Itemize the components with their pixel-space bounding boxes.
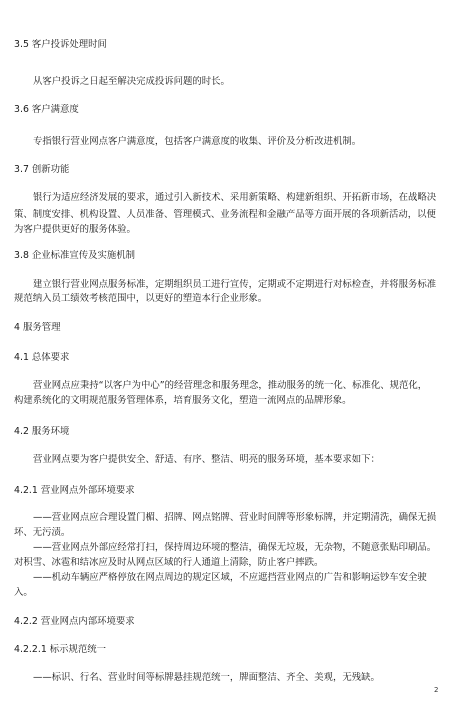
section-heading-3-7: 3.7 创新功能 (14, 164, 70, 175)
section-heading-4-1: 4.1 总体要求 (14, 352, 70, 363)
section-heading-4-2-2: 4.2.2 营业网点内部环境要求 (14, 616, 135, 627)
section-text-4-2-1-line-3: ——营业网点外部应经常打扫，保持周边环境的整洁，确保无垃圾，无杂物，不随意张贴印刷品。 (33, 542, 437, 553)
section-text-3-8-line-2: 规范纳入员工绩效考核范围中，以更好的塑造本行企业形象。 (14, 293, 268, 304)
section-text-4-2-1-line-6: 入。 (14, 587, 33, 598)
section-text-3-7-line-2: 策、制度安排、机构设置、人员准备、管理模式、业务流程和金融产品等方面开展的各项新活动，以便 (14, 209, 436, 220)
section-text-3-8-line-1: 建立银行营业网点服务标准，定期组织员工进行宣传，定期或不定期进行对标检查，并将服务标准 (33, 279, 437, 290)
section-text-4-2-1-line-2: 坏、无污渍。 (14, 527, 71, 538)
section-heading-3-8: 3.8 企业标准宣传及实施机制 (14, 250, 136, 261)
section-text-4-2-1-line-1: ——营业网点应合理设置门楣、招牌、网点铭牌、营业时间牌等形象标牌，并定期清洗，确保无损 (33, 512, 437, 523)
section-text-3-7-line-3: 为客户提供更好的服务体验。 (14, 224, 136, 235)
section-heading-4-2-2-1: 4.2.2.1 标示规范统一 (14, 644, 107, 655)
section-text-4-2: 营业网点要为客户提供安全、舒适、有序、整洁、明亮的服务环境，基本要求如下： (33, 454, 380, 465)
section-text-4-2-2-1: ——标识、行名、营业时间等标牌悬挂规范统一，牌面整洁、齐全、美观，无残缺。 (33, 672, 380, 683)
section-heading-4: 4 服务管理 (14, 322, 61, 333)
section-text-3-7-line-1: 银行为适应经济发展的要求，通过引入新技术、采用新策略、构建新组织、开拓新市场，在战略决 (33, 192, 437, 203)
section-text-4-1-line-1: 营业网点应秉持“以客户为中心”的经营理念和服务理念，推动服务的统一化、标准化、规范化， (33, 380, 428, 391)
section-text-3-5: 从客户投诉之日起至解决完成投诉问题的时长。 (33, 76, 230, 87)
page-number: 2 (434, 686, 439, 694)
section-heading-3-6: 3.6 客户满意度 (14, 104, 79, 115)
section-text-4-1-line-2: 构建系统化的文明规范服务管理体系，培育服务文化，塑造一流网点的品牌形象。 (14, 395, 352, 406)
section-heading-3-5: 3.5 客户投诉处理时间 (14, 39, 107, 50)
section-heading-4-2: 4.2 服务环境 (14, 426, 70, 437)
section-text-3-6: 专指银行营业网点客户满意度，包括客户满意度的收集、评价及分析改进机制。 (33, 136, 362, 147)
section-heading-4-2-1: 4.2.1 营业网点外部环境要求 (14, 485, 135, 496)
section-text-4-2-1-line-4: 对积雪、冰雹和结冰应及时从网点区域的行人通道上清除，防止客户摔跌。 (14, 557, 324, 568)
section-text-4-2-1-line-5: ——机动车辆应严格停放在网点周边的规定区域，不应遮挡营业网点的广告和影响运钞车安全驶 (33, 572, 427, 583)
